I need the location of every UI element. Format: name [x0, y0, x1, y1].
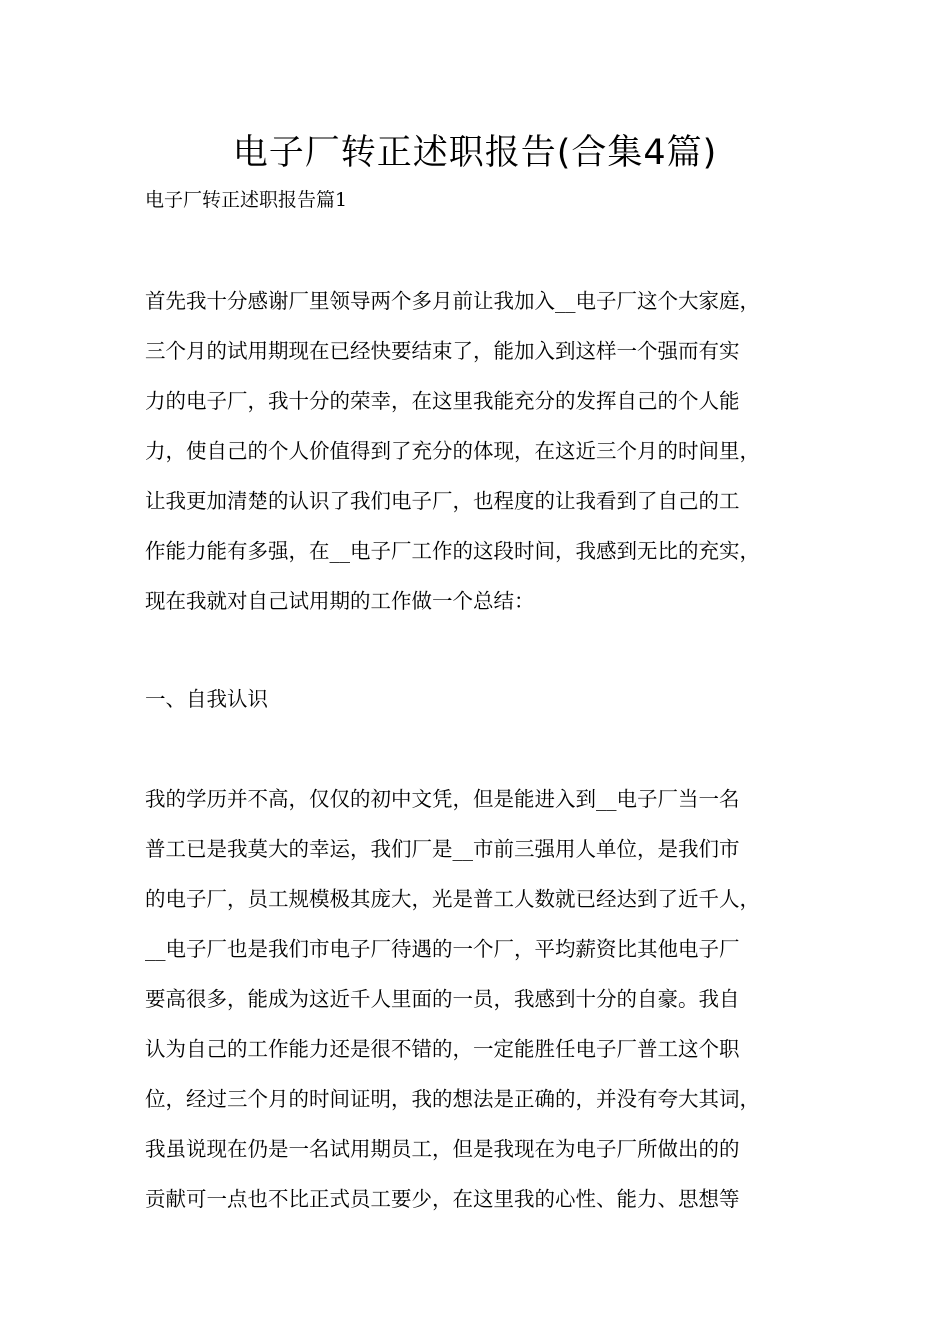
section-heading — [145, 674, 835, 724]
text-line: 我的学历并不高，仅仅的初中文凭，但是能进入到__电子厂当一名 — [145, 787, 740, 811]
text-line: 认为自己的工作能力还是很不错的，一定能胜任电子厂普工这个职 — [145, 1037, 740, 1061]
text-line: 现在我就对自己试用期的工作做一个总结： — [145, 589, 535, 613]
paragraph-self-assessment — [145, 774, 835, 1224]
document-title: 电子厂转正述职报告(合集4篇) — [232, 133, 718, 173]
text-line: 力的电子厂，我十分的荣幸，在这里我能充分的发挥自己的个人能 — [145, 389, 740, 413]
text-line: 作能力能有多强，在__电子厂工作的这段时间，我感到无比的充实， — [145, 539, 760, 563]
section-subtitle: 电子厂转正述职报告篇1 — [145, 189, 348, 211]
text-line: 的电子厂，员工规模极其庞大，光是普工人数就已经达到了近千人， — [145, 887, 760, 911]
heading-text: 一、自我认识 — [145, 687, 268, 711]
paragraph-intro — [145, 276, 835, 626]
text-line: 力，使自己的个人价值得到了充分的体现，在这近三个月的时间里， — [145, 439, 760, 463]
text-line: __电子厂也是我们市电子厂待遇的一个厂，平均薪资比其他电子厂 — [145, 937, 740, 961]
text-line: 三个月的试用期现在已经快要结束了，能加入到这样一个强而有实 — [145, 339, 740, 363]
text-line: 贡献可一点也不比正式员工要少，在这里我的心性、能力、思想等 — [145, 1187, 740, 1211]
text-line: 让我更加清楚的认识了我们电子厂，也程度的让我看到了自己的工 — [145, 489, 740, 513]
text-line: 首先我十分感谢厂里领导两个多月前让我加入__电子厂这个大家庭， — [145, 289, 760, 313]
text-line: 要高很多，能成为这近千人里面的一员，我感到十分的自豪。我自 — [145, 987, 740, 1011]
text-line: 我虽说现在仍是一名试用期员工，但是我现在为电子厂所做出的的 — [145, 1137, 740, 1161]
text-line: 普工已是我莫大的幸运，我们厂是__市前三强用人单位，是我们市 — [145, 837, 740, 861]
text-line: 位，经过三个月的时间证明，我的想法是正确的，并没有夸大其词， — [145, 1087, 760, 1111]
